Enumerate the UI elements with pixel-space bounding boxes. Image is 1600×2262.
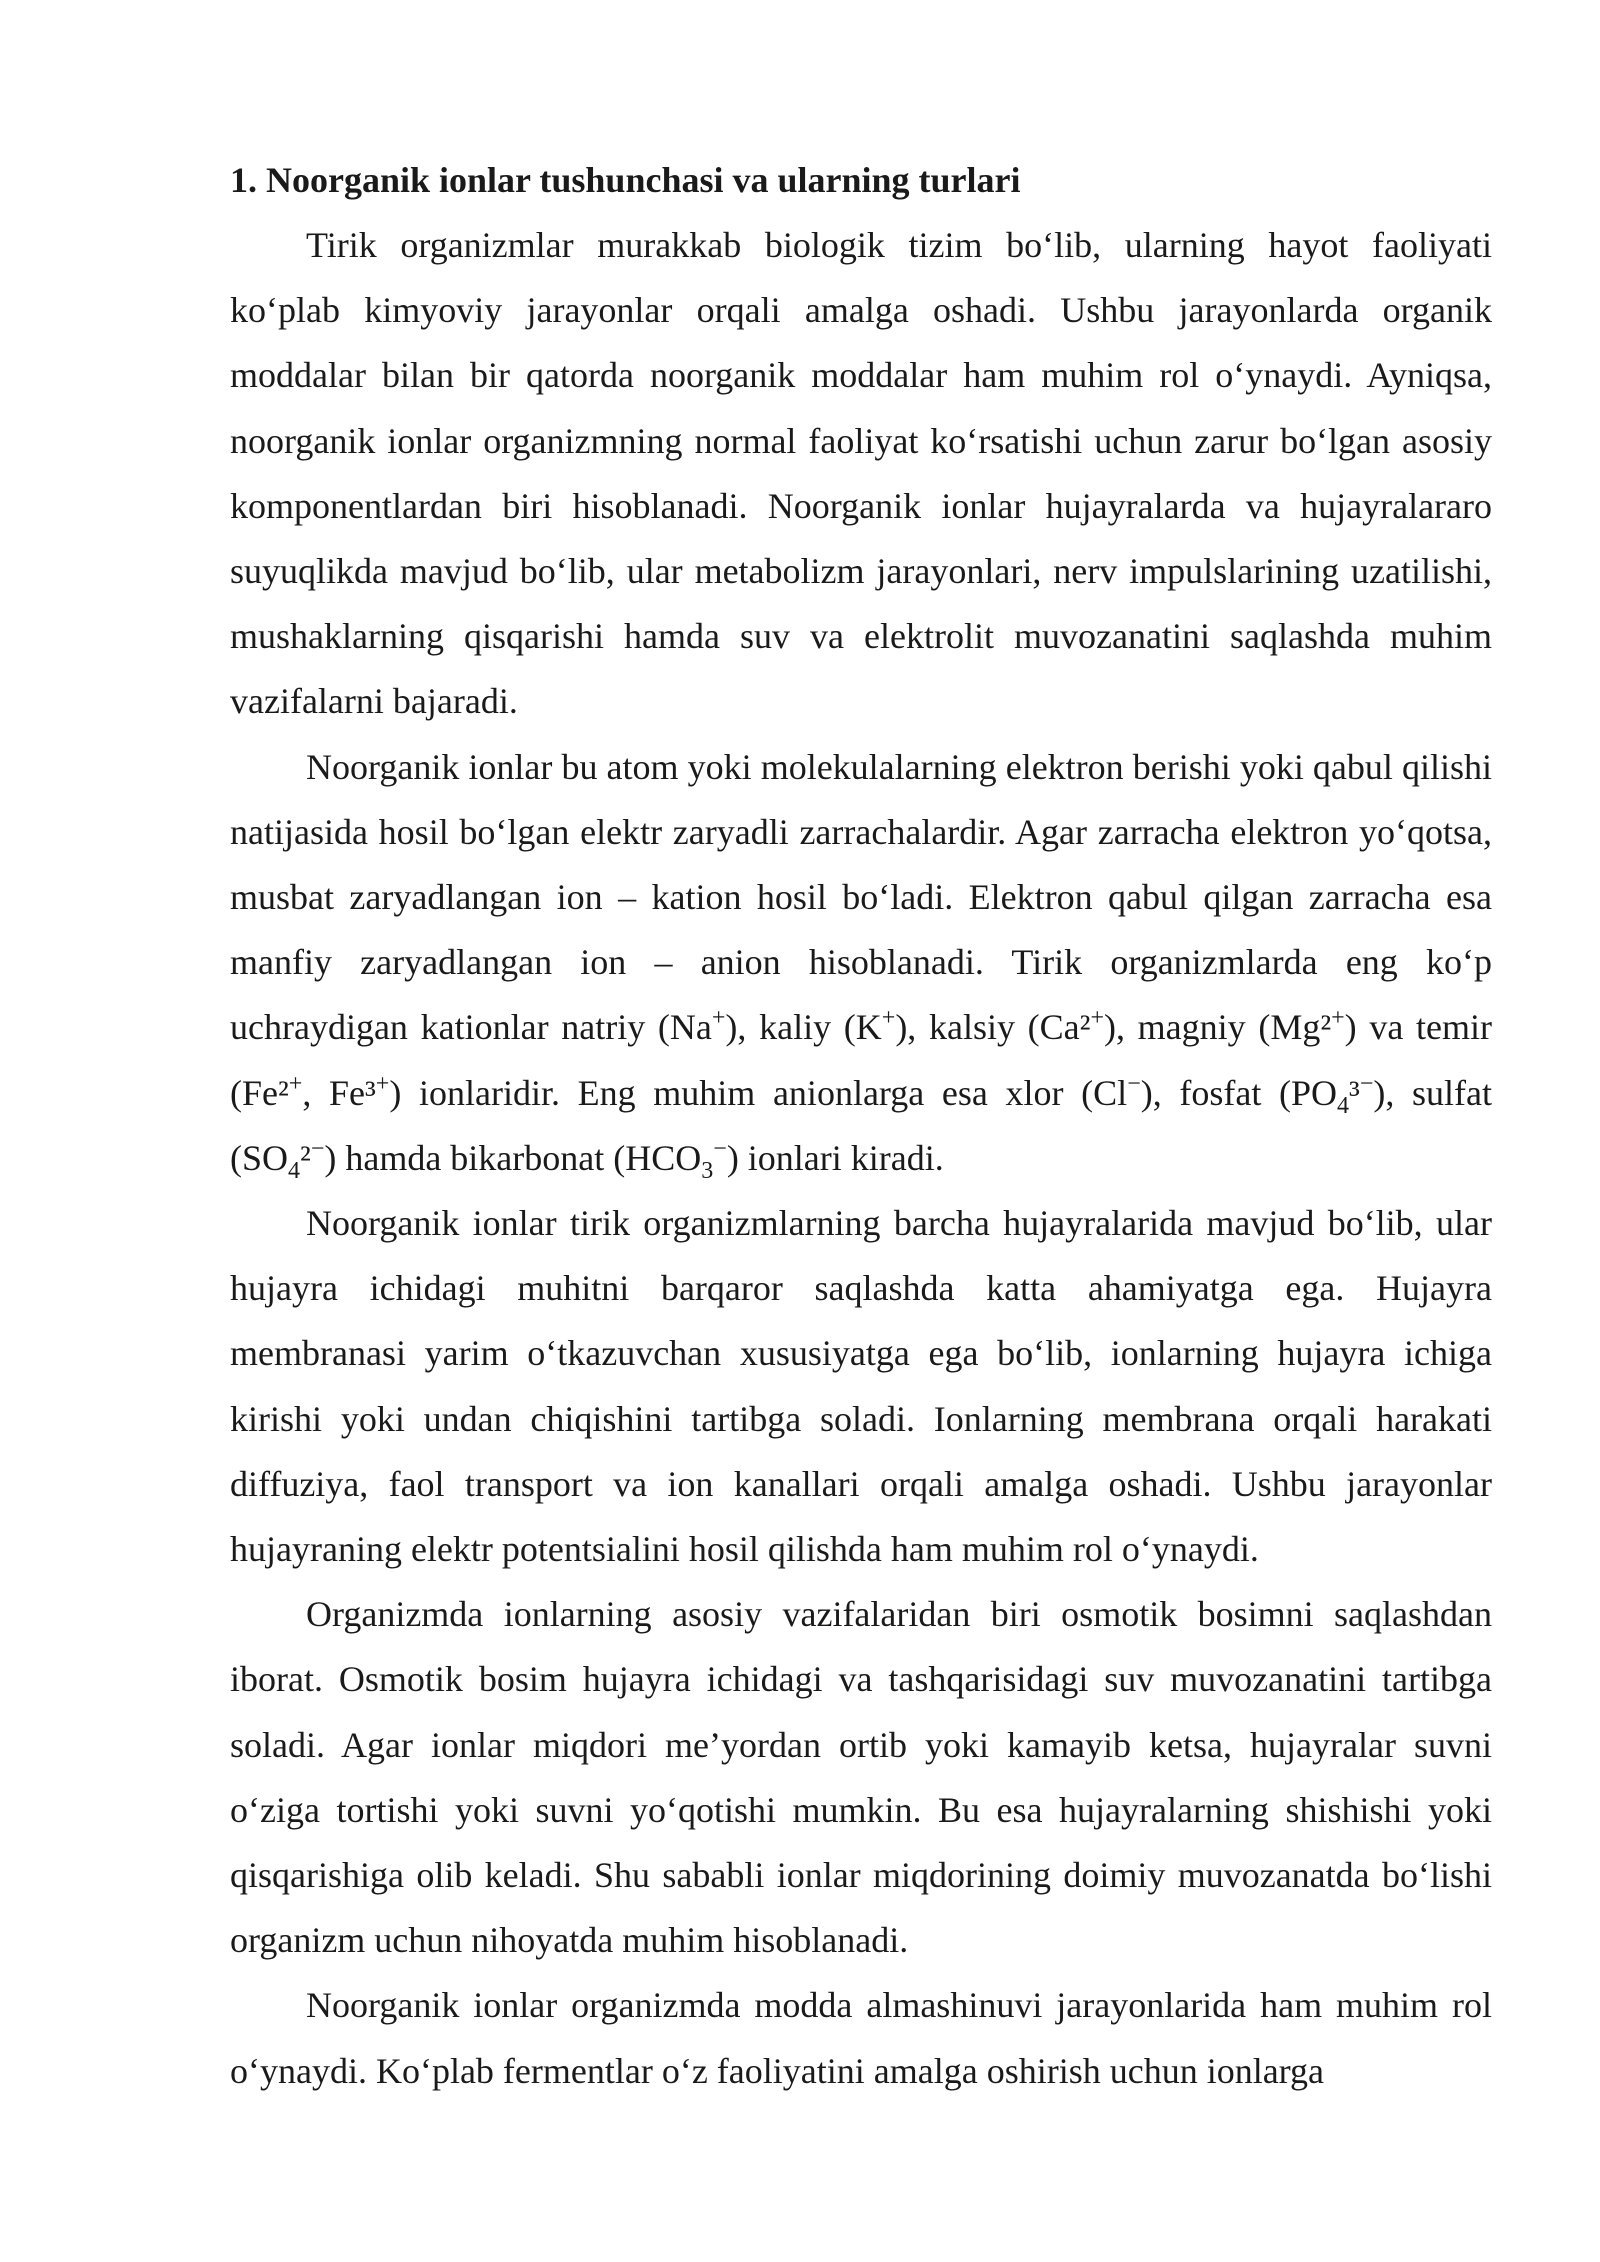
text-run: ³: [1349, 1072, 1360, 1113]
subscript-count: 4: [1337, 1092, 1350, 1119]
superscript-charge: +: [881, 1005, 896, 1032]
document-page: [230, 148, 1492, 2104]
section-heading: 1. Noorganik ionlar tushunchasi va ularning turlari: [230, 160, 1021, 200]
superscript-charge: −: [310, 1135, 325, 1162]
text-run: ), sulfat (SO: [230, 1072, 1493, 1178]
superscript-charge: +: [711, 1005, 726, 1032]
superscript-charge: −: [713, 1135, 727, 1162]
superscript-charge: +: [288, 1070, 303, 1097]
text-run: ²: [300, 1137, 311, 1178]
text-run: ) va temir (Fe²: [230, 1007, 1492, 1113]
text-run: ) ionlaridir. Eng muhim anionlarga esa xlor (Cl: [389, 1072, 1128, 1113]
text-run: ) hamda bikarbonat (HCO: [324, 1137, 702, 1178]
text-run: ), magniy (Mg²: [1103, 1007, 1332, 1048]
text-run: ), kalsiy (Ca²: [895, 1007, 1091, 1048]
text-run: , Fe³: [302, 1072, 376, 1113]
subscript-count: 4: [288, 1157, 301, 1184]
paragraph-5: Noorganik ionlar organizmda modda almashinuvi jarayonlarida ham muhim rol o‘ynaydi. Ko‘plab fermentlar o‘z faoliyatini amalga oshirish uchun ionlarga: [230, 1985, 1492, 2091]
superscript-charge: +: [375, 1070, 390, 1097]
superscript-charge: +: [1331, 1005, 1345, 1032]
paragraph-4: Organizmda ionlarning asosiy vazifalaridan biri osmotik bosimni saqlashdan iborat. Osmotik bosim hujayra ichidagi va tashqarisidagi suv muvozanatini tartibga soladi. Agar ionlar miqdori me’yordan ortib yoki kamayib ketsa, hujayralar suvni o‘ziga tortishi yoki suvni yo‘qotishi mumkin. Bu esa hujayralarning shishishi yoki qisqarishiga olib keladi. Shu sababli ionlar miqdorining doimiy muvozanatda bo‘lishi organizm uchun nihoyatda muhim hisoblanadi.: [230, 1594, 1492, 1961]
superscript-charge: +: [1090, 1005, 1104, 1032]
text-run: ), kaliy (K: [725, 1007, 882, 1048]
paragraph-2: [230, 735, 1492, 1191]
text-run: Noorganik ionlar bu atom yoki molekulalarning elektron berishi yoki qabul qilishi natijasida hosil bo‘lgan elektr zaryadli zarrachalardir. Agar zarracha elektron yo‘qotsa, musbat zaryadlangan ion – kation hosil bo‘ladi. Elektron qabul qilgan zarracha esa manfiy zaryadlangan ion – anion hisoblanadi. Tirik organizmlarda eng ko‘p uchraydigan kationlar natriy (Na: [230, 746, 1492, 1048]
paragraph-3: Noorganik ionlar tirik organizmlarning barcha hujayralarida mavjud bo‘lib, ular hujayra ichidagi muhitni barqaror saqlashda katta ahamiyatga ega. Hujayra membranasi yarim o‘tkazuvchan xususiyatga ega bo‘lib, ionlarning hujayra ichiga kirishi yoki undan chiqishini tartibga soladi. Ionlarning membrana orqali harakati diffuziya, faol transport va ion kanallari orqali amalga oshadi. Ushbu jarayonlar hujayraning elektr potentsialini hosil qilishda ham muhim rol o‘ynaydi.: [230, 1203, 1492, 1570]
paragraph-1: Tirik organizmlar murakkab biologik tizim bo‘lib, ularning hayot faoliyati ko‘plab kimyoviy jarayonlar orqali amalga oshadi. Ushbu jarayonlarda organik moddalar bilan bir qatorda noorganik moddalar ham muhim rol o‘ynaydi. Ayniqsa, noorganik ionlar organizmning normal faoliyat ko‘rsatishi uchun zarur bo‘lgan asosiy komponentlardan biri hisoblanadi. Noorganik ionlar hujayralarda va hujayralararo suyuqlikda mavjud bo‘lib, ular metabolizm jarayonlari, nerv impulslarining uzatilishi, mushaklarning qisqarishi hamda suv va elektrolit muvozanatini saqlashda muhim vazifalarni bajaradi.: [230, 225, 1492, 722]
superscript-charge: −: [1127, 1070, 1141, 1097]
subscript-count: 3: [701, 1157, 714, 1184]
superscript-charge: −: [1359, 1070, 1374, 1097]
text-run: ), fosfat (PO: [1140, 1072, 1338, 1113]
text-run: ) ionlari kiradi.: [726, 1137, 944, 1178]
